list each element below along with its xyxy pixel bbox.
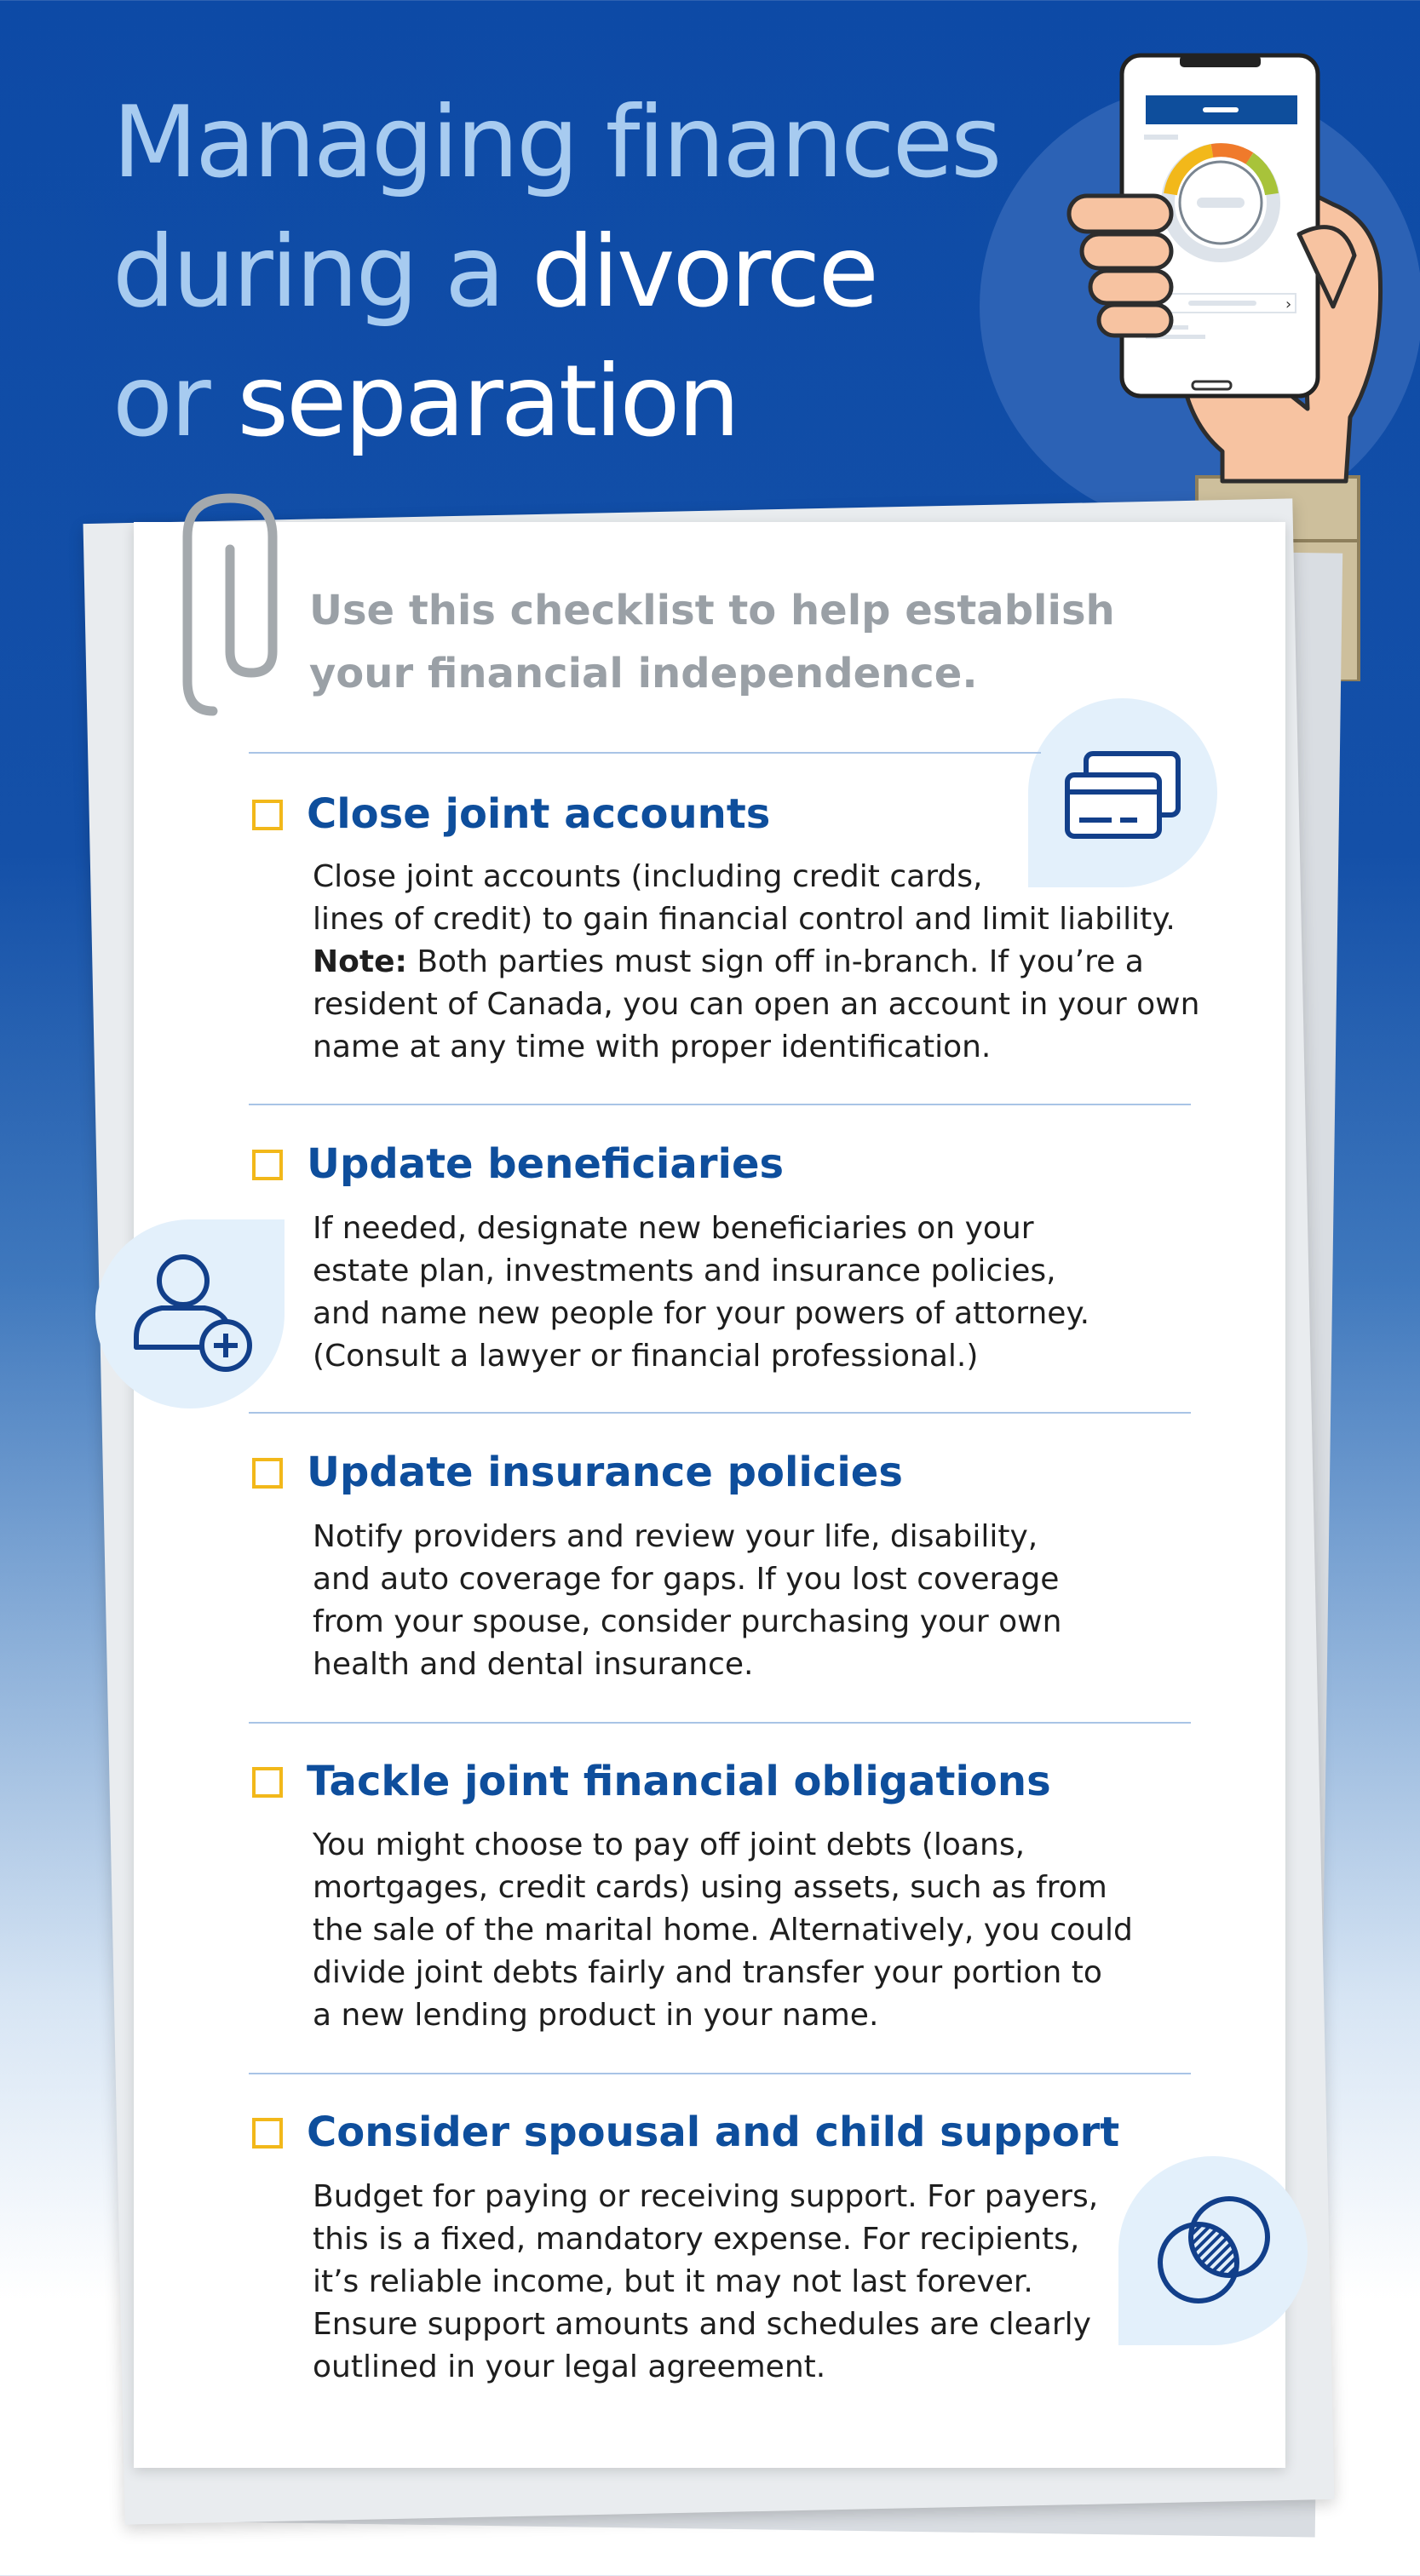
credit-cards-icon xyxy=(1061,745,1188,847)
svg-text:›: › xyxy=(1285,295,1292,313)
body-line: If needed, designate new beneficiaries on your xyxy=(313,1211,1034,1246)
item-title-tackle-joint-financial-obligations: Tackle joint financial obligations xyxy=(307,1758,1051,1805)
body-line: Close joint accounts (including credit cards, xyxy=(313,859,983,894)
title-line-2-strong: divorce xyxy=(532,215,877,330)
body-line: Budget for paying or receiving support. For payers, xyxy=(313,2179,1099,2214)
body-line: a new lending product in your name. xyxy=(313,1998,879,2033)
checkbox-update-beneficiaries[interactable] xyxy=(252,1150,283,1180)
body-line: Notify providers and review your life, disability, xyxy=(313,1519,1038,1554)
body-line: it’s reliable income, but it may not last forever. xyxy=(313,2264,1033,2299)
item-title-consider-spousal-and-child-support: Consider spousal and child support xyxy=(307,2108,1120,2156)
item-body-close-joint-accounts xyxy=(313,856,1199,1069)
item-body-update-beneficiaries xyxy=(313,1208,1199,1378)
body-line: health and dental insurance. xyxy=(313,1647,754,1682)
intro-text xyxy=(309,579,1161,705)
item-body-tackle-joint-financial-obligations xyxy=(313,1824,1199,2037)
body-line: estate plan, investments and insurance policies, xyxy=(313,1254,1056,1288)
checkbox-consider-spousal-and-child-support[interactable] xyxy=(252,2118,283,2149)
body-line: You might choose to pay off joint debts (loans, xyxy=(313,1827,1026,1862)
note-label: Note: xyxy=(313,944,407,979)
body-line: Ensure support amounts and schedules are clearly xyxy=(313,2307,1091,2342)
section-divider xyxy=(249,1412,1191,1414)
title-line-2-light: during a xyxy=(112,215,532,330)
body-line: (Consult a lawyer or financial professional.) xyxy=(313,1339,979,1374)
item-title-update-beneficiaries: Update beneficiaries xyxy=(307,1140,785,1188)
body-line: outlined in your legal agreement. xyxy=(313,2349,826,2384)
body-line: mortgages, credit cards) using assets, such as from xyxy=(313,1870,1107,1905)
page-title xyxy=(112,78,1092,467)
checkbox-update-insurance-policies[interactable] xyxy=(252,1458,283,1489)
body-line: divide joint debts fairly and transfer your portion to xyxy=(313,1955,1102,1990)
body-line: from your spouse, consider purchasing your own xyxy=(313,1604,1062,1639)
note-text: Both parties must sign off in-branch. If you’re a xyxy=(406,944,1144,979)
body-line: name at any time with proper identification. xyxy=(313,1030,992,1064)
body-line: and auto coverage for gaps. If you lost coverage xyxy=(313,1562,1060,1597)
item-body-consider-spousal-and-child-support xyxy=(313,2176,1199,2389)
section-divider xyxy=(249,1104,1191,1105)
item-title-close-joint-accounts: Close joint accounts xyxy=(307,790,771,838)
title-line-1: Managing finances xyxy=(112,85,1000,200)
paperclip-icon xyxy=(179,490,281,728)
note-line xyxy=(313,941,1199,984)
body-line: this is a fixed, mandatory expense. For recipients, xyxy=(313,2222,1080,2257)
intro-line: your financial independence. xyxy=(309,650,978,697)
intro-line: Use this checklist to help establish xyxy=(309,587,1115,634)
item-body-update-insurance-policies xyxy=(313,1516,1199,1686)
title-line-3-light: or xyxy=(112,344,238,459)
body-line: and name new people for your powers of attorney. xyxy=(313,1296,1090,1331)
body-line: resident of Canada, you can open an account in your own xyxy=(313,987,1200,1022)
section-divider xyxy=(249,1722,1191,1724)
add-person-icon xyxy=(128,1245,264,1381)
checkbox-close-joint-accounts[interactable] xyxy=(252,800,283,830)
body-line: the sale of the marital home. Alternatively, you could xyxy=(313,1913,1133,1948)
title-line-3-strong: separation xyxy=(237,344,739,459)
section-divider xyxy=(249,2073,1191,2074)
section-divider xyxy=(249,752,1041,754)
item-title-update-insurance-policies: Update insurance policies xyxy=(307,1449,903,1496)
body-line: lines of credit) to gain financial control and limit liability. xyxy=(313,902,1176,937)
checkbox-tackle-joint-financial-obligations[interactable] xyxy=(252,1767,283,1798)
